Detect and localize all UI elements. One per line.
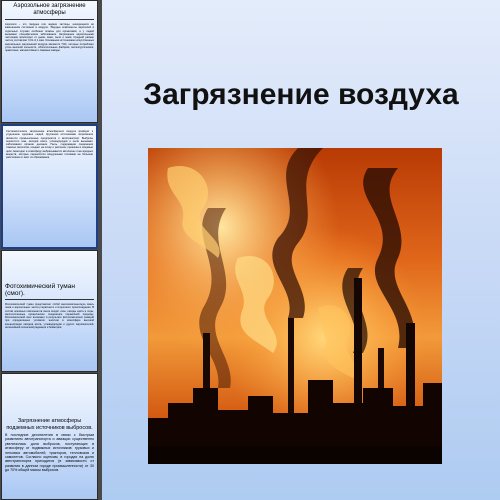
slide-canvas[interactable] — [102, 0, 500, 500]
slide-thumbnail-text: Фотохимический туман представляет собой многокомпонентную смесь газов и аэрозольных частиц первичного и вторичного происхождения. В состав основных компонентов смога входят озон, оксиды азота и серы, многочисленные органические соединения перекисной природы. Фотохимический смог возникает в результате фотохимических реакций при определенных условиях: наличии в атмосфере высокой концентрации оксидов азота, углеводородов и других загрязнителей, интенсивной солнечной радиации и безветрия. — [5, 303, 94, 330]
divider — [5, 299, 94, 300]
slide-thumbnail-panel — [0, 0, 102, 500]
slide-thumbnail-2[interactable] — [1, 124, 98, 249]
slide-title: Загрязнение воздуха — [143, 78, 459, 111]
slide-thumbnail-text: Систематическое загрязнение атмосферного воздуха приводит к ухудшению здоровья людей. Крупными источниками загрязнения являются промышленные предприятия и автотранспорт. Выбросы сернистого газа, оксидов азота, углеводородов и пыли вызывают заболевания органов дыхания. Пыль, содержащая соединения тяжелых металлов, оседает на почву и растения, проникая в пищевые цепи. Ежегодно в атмосферу выбрасываются миллионы тонн вредных веществ, которые переносятся воздушными потоками на большие расстояния от мест их образования. — [6, 130, 93, 160]
slide-thumbnail-1[interactable] — [1, 0, 98, 123]
divider — [5, 19, 94, 20]
slide-thumbnail-4[interactable] — [1, 373, 98, 500]
slide-thumbnail-title: Загрязнение атмосферы подземных источников выбросов. — [6, 418, 93, 431]
slide-thumbnail-title: Фотохимический туман (смог). — [5, 283, 75, 297]
slide-thumbnail-title: Аэрозольное загрязнение атмосферы — [13, 3, 86, 16]
industrial-smoke-pollution-photo — [148, 148, 442, 464]
slide-thumbnail-text: В последние десятилетия в связи с быстрым развитием автотранспорта и авиации существенно увеличилась доля выбросов, поступающих в атмосферу от подвижных источников: грузовых и легковых автомобилей, тракторов, тепловозов и самолетов. Согласно оценкам, в городах на долю автотранспорта приходится (в зависимости от развития в данном городе промышленности) от 30 до 70% общей массы выбросов. — [5, 433, 94, 473]
slide-thumbnail-text: Аэрозоли – это твердые или жидкие частицы, находящиеся во взвешенном состоянии в воздухе. Твердые компоненты аэрозолей в отдельных случаях особенно опасны для организмов, а у людей вызывают специфические заболевания. Загрязнение аэрозольными частицами происходит от дыма, сажи, пыли и газов. Средний размер частиц составляет 0,01–0,1 мкм. Основными источниками искусственных аэрозольных загрязнений воздуха являются ТЭС, которые потребляют уголь высокой зольности, обогатительные фабрики, металлургические, цементные, магнезитовые и сажевые заводы. — [5, 23, 94, 53]
slide-thumbnail-3[interactable] — [1, 250, 98, 372]
